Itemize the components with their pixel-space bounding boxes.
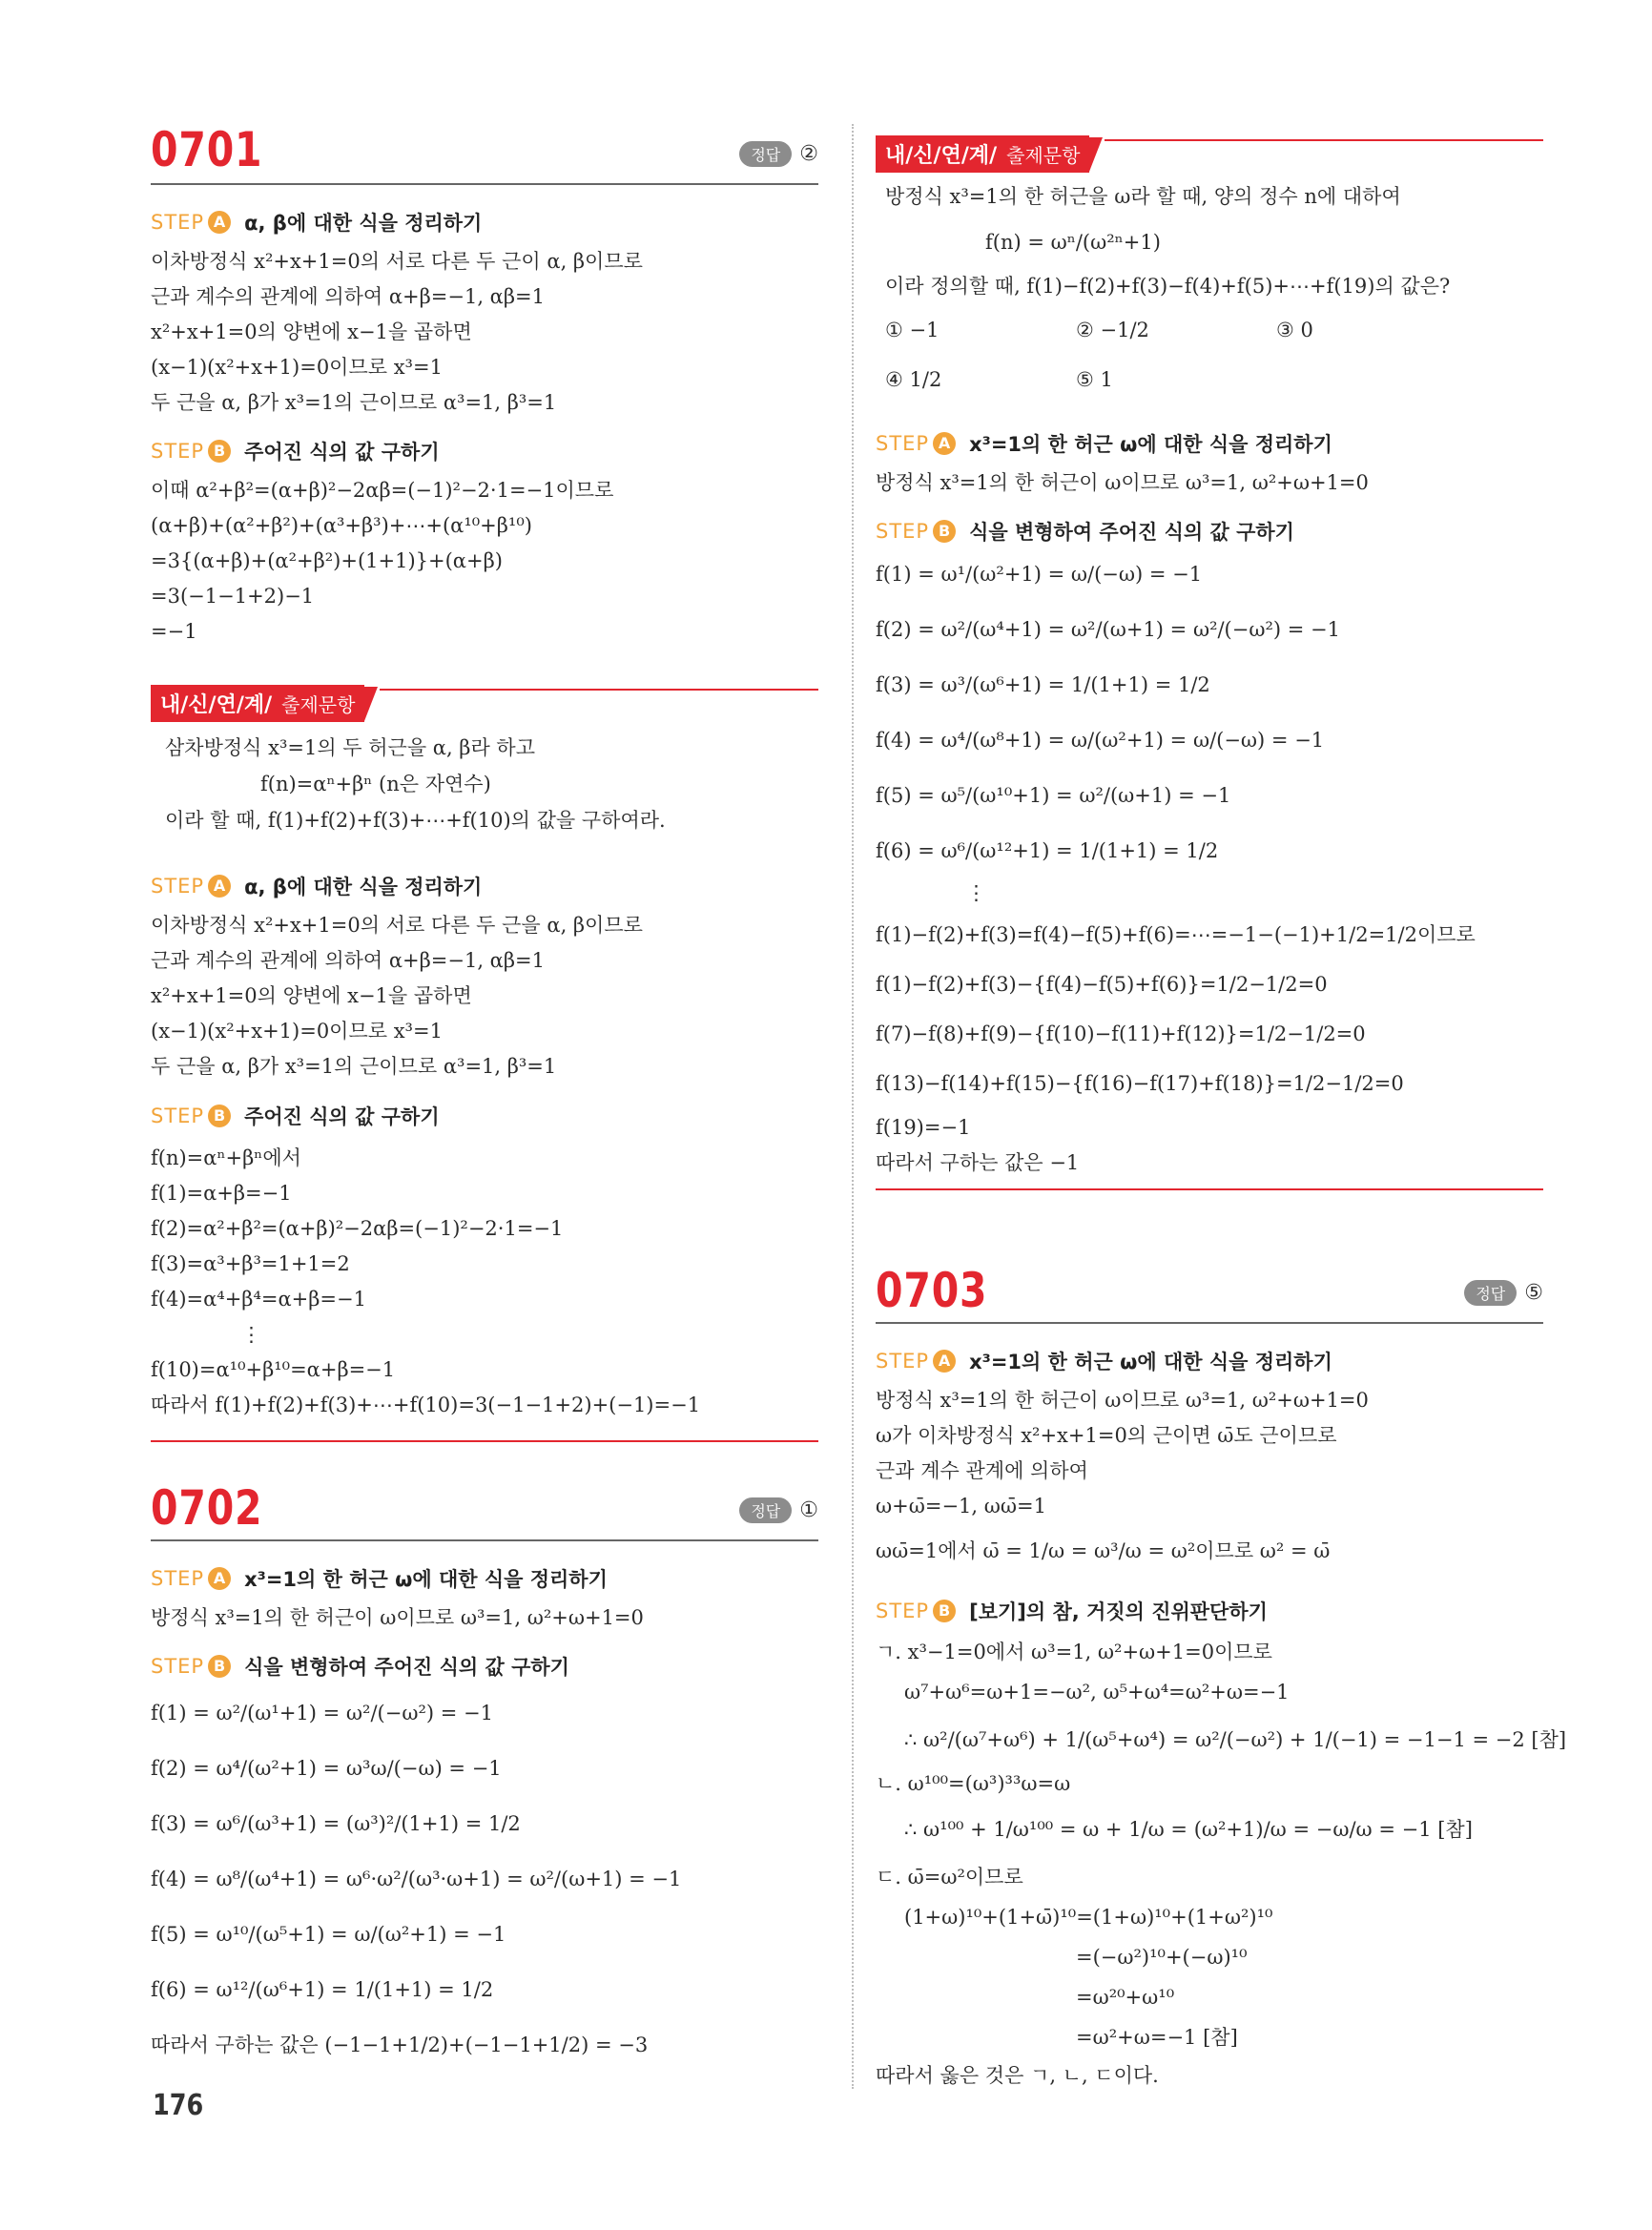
step-b-heading: STEP B 식을 변형하여 주어진 식의 값 구하기 [151, 1655, 569, 1679]
choice-2: ② −1/2 [1076, 319, 1149, 341]
text-line: 따라서 옳은 것은 ㄱ, ㄴ, ㄷ이다. [876, 2064, 1159, 2087]
related-step-b-heading: STEP B 주어진 식의 값 구하기 [151, 1105, 440, 1128]
text-line: f(7)−f(8)+f(9)−{f(10)−f(11)+f(12)}=1/2−1/2=0 [876, 1022, 1366, 1045]
tag-rule [1105, 139, 1543, 141]
related-question-tag: 내/신/연/계/ 출제문항 [151, 685, 378, 722]
vdots: ⋮ [241, 1323, 261, 1346]
header-rule [151, 1539, 818, 1541]
question-line: 방정식 x³=1의 한 허근을 ω라 할 때, 양의 정수 n에 대하여 [885, 185, 1401, 208]
text-line: 이차방정식 x²+x+1=0의 서로 다른 두 근이 α, β이므로 [151, 250, 643, 273]
text-line: f(13)−f(14)+f(15)−{f(16)−f(17)+f(18)}=1/2−1/2=0 [876, 1072, 1404, 1095]
step-b-badge: B [208, 440, 231, 463]
step-b-heading: STEP B 주어진 식의 값 구하기 [151, 440, 440, 464]
text-line: f(3)=α³+β³=1+1=2 [151, 1252, 350, 1275]
equation-line: f(3) = ω³/(ω⁶+1) = 1/(1+1) = 1/2 [876, 673, 1210, 696]
answer-badge: 정답 [739, 1497, 792, 1523]
step-a-badge: A [208, 211, 231, 234]
text-line: 이때 α²+β²=(α+β)²−2αβ=(−1)²−2·1=−1이므로 [151, 479, 614, 502]
answer-badge: 정답 [739, 141, 792, 167]
answer-0701 [739, 141, 818, 167]
text-line: 방정식 x³=1의 한 허근이 ω이므로 ω³=1, ω²+ω+1=0 [151, 1606, 644, 1629]
text-line: 두 근을 α, β가 x³=1의 근이므로 α³=1, β³=1 [151, 1055, 557, 1078]
related-step-a-heading: STEP A α, β에 대한 식을 정리하기 [151, 875, 483, 898]
question-line: f(n) = ωⁿ/(ω²ⁿ+1) [985, 231, 1161, 254]
text-line: f(10)=α¹⁰+β¹⁰=α+β=−1 [151, 1358, 396, 1381]
column-divider [852, 124, 854, 2089]
section-end-rule [151, 1440, 818, 1442]
equation-line: f(1) = ω²/(ω¹+1) = ω²/(−ω²) = −1 [151, 1702, 493, 1724]
step-b-heading: STEP B 식을 변형하여 주어진 식의 값 구하기 [876, 520, 1294, 544]
equation-line: f(1) = ω¹/(ω²+1) = ω/(−ω) = −1 [876, 563, 1203, 586]
answer-badge: 정답 [1464, 1280, 1517, 1306]
text-line: f(19)=−1 [876, 1116, 971, 1139]
text-line: =(−ω²)¹⁰+(−ω)¹⁰ [1076, 1946, 1248, 1969]
choice-4: ④ 1/2 [885, 368, 942, 391]
question-line: f(n)=αⁿ+βⁿ (n은 자연수) [260, 773, 491, 795]
step-a-heading: STEP A x³=1의 한 허근 ω에 대한 식을 정리하기 [876, 1350, 1332, 1373]
step-a-heading: STEP A x³=1의 한 허근 ω에 대한 식을 정리하기 [876, 432, 1332, 456]
vdots: ⋮ [966, 881, 986, 904]
text-line: ωω̄=1에서 ω̄ = 1/ω = ω³/ω = ω²이므로 ω² = ω̄ [876, 1539, 1331, 1562]
text-line: 이차방정식 x²+x+1=0의 서로 다른 두 근을 α, β이므로 [151, 914, 643, 937]
answer-value: ② [799, 142, 818, 166]
equation-line: f(2) = ω⁴/(ω²+1) = ω³ω/(−ω) = −1 [151, 1757, 502, 1780]
text-line: f(2)=α²+β²=(α+β)²−2αβ=(−1)²−2·1=−1 [151, 1217, 564, 1240]
section-end-rule [876, 1188, 1543, 1190]
text-line: ㄱ. x³−1=0에서 ω³=1, ω²+ω+1=0이므로 [876, 1641, 1272, 1663]
text-line: ω+ω̄=−1, ωω̄=1 [876, 1495, 1046, 1518]
step-a-heading: STEP A α, β에 대한 식을 정리하기 [151, 211, 483, 235]
equation-line: f(4) = ω⁴/(ω⁸+1) = ω/(ω²+1) = ω/(−ω) = −1 [876, 729, 1325, 752]
text-line: =ω²+ω=−1 [참] [1076, 2026, 1238, 2049]
header-rule [876, 1322, 1543, 1324]
text-line: f(1)−f(2)+f(3)=f(4)−f(5)+f(6)=⋯=−1−(−1)+1/2=1/2이므로 [876, 923, 1476, 946]
text-line: 방정식 x³=1의 한 허근이 ω이므로 ω³=1, ω²+ω+1=0 [876, 471, 1369, 494]
text-line: (α+β)+(α²+β²)+(α³+β³)+⋯+(α¹⁰+β¹⁰) [151, 514, 532, 537]
answer-value: ① [799, 1498, 818, 1522]
problem-number-0701: 0701 [151, 122, 263, 177]
text-line: =3(−1−1+2)−1 [151, 585, 315, 608]
text-line: (x−1)(x²+x+1)=0이므로 x³=1 [151, 356, 443, 379]
text-line: =3{(α+β)+(α²+β²)+(1+1)}+(α+β) [151, 549, 503, 572]
page-number: 176 [153, 2089, 204, 2122]
question-line: 이라 정의할 때, f(1)−f(2)+f(3)−f(4)+f(5)+⋯+f(19)의 값은? [885, 275, 1451, 298]
problem-number-0703: 0703 [876, 1263, 988, 1318]
equation-line: f(5) = ω¹⁰/(ω⁵+1) = ω/(ω²+1) = −1 [151, 1923, 506, 1946]
text-line: 두 근을 α, β가 x³=1의 근이므로 α³=1, β³=1 [151, 391, 557, 414]
step-a-heading: STEP A x³=1의 한 허근 ω에 대한 식을 정리하기 [151, 1567, 608, 1591]
problem-number-0702: 0702 [151, 1480, 263, 1536]
text-line: ω⁷+ω⁶=ω+1=−ω², ω⁵+ω⁴=ω²+ω=−1 [904, 1681, 1290, 1703]
text-line: f(n)=αⁿ+βⁿ에서 [151, 1146, 301, 1169]
answer-0702 [739, 1497, 818, 1523]
equation-line: f(2) = ω²/(ω⁴+1) = ω²/(ω+1) = ω²/(−ω²) = −1 [876, 618, 1340, 641]
answer-value: ⑤ [1524, 1281, 1543, 1305]
text-line: 방정식 x³=1의 한 허근이 ω이므로 ω³=1, ω²+ω+1=0 [876, 1389, 1369, 1412]
text-line: 근과 계수의 관계에 의하여 α+β=−1, αβ=1 [151, 285, 545, 308]
text-line: x²+x+1=0의 양변에 x−1을 곱하면 [151, 320, 472, 343]
text-line: 근과 계수 관계에 의하여 [876, 1459, 1088, 1482]
related-question-tag: 내/신/연/계/ 출제문항 [876, 135, 1103, 173]
step-b-heading: STEP B [보기]의 참, 거짓의 진위판단하기 [876, 1600, 1268, 1623]
text-line: 따라서 f(1)+f(2)+f(3)+⋯+f(10)=3(−1−1+2)+(−1)=−1 [151, 1394, 701, 1416]
text-line: 따라서 구하는 값은 (−1−1+1/2)+(−1−1+1/2) = −3 [151, 2034, 649, 2056]
text-line: 따라서 구하는 값은 −1 [876, 1151, 1080, 1174]
text-line: f(1)−f(2)+f(3)−{f(4)−f(5)+f(6)}=1/2−1/2=0 [876, 973, 1328, 996]
question-line: 이라 할 때, f(1)+f(2)+f(3)+⋯+f(10)의 값을 구하여라. [165, 809, 666, 832]
equation-line: ∴ ω²/(ω⁷+ω⁶) + 1/(ω⁵+ω⁴) = ω²/(−ω²) + 1/(−1) = −1−1 = −2 [참] [904, 1728, 1567, 1751]
text-line: x²+x+1=0의 양변에 x−1을 곱하면 [151, 984, 472, 1007]
equation-line: f(4) = ω⁸/(ω⁴+1) = ω⁶·ω²/(ω³·ω+1) = ω²/(ω+1) = −1 [151, 1868, 682, 1890]
text-line: ㄷ. ω̄=ω²이므로 [876, 1866, 1023, 1889]
text-line: ㄴ. ω¹⁰⁰=(ω³)³³ω=ω [876, 1772, 1071, 1795]
equation-line: f(6) = ω¹²/(ω⁶+1) = 1/(1+1) = 1/2 [151, 1978, 494, 2001]
answer-0703 [1464, 1280, 1543, 1306]
text-line: (x−1)(x²+x+1)=0이므로 x³=1 [151, 1020, 443, 1043]
text-line: 근과 계수의 관계에 의하여 α+β=−1, αβ=1 [151, 949, 545, 972]
header-rule [151, 183, 818, 185]
tag-rule [380, 689, 818, 691]
equation-line: f(6) = ω⁶/(ω¹²+1) = 1/(1+1) = 1/2 [876, 839, 1219, 862]
choice-5: ⑤ 1 [1076, 368, 1113, 391]
text-line: =ω²⁰+ω¹⁰ [1076, 1986, 1175, 2009]
text-line: ω가 이차방정식 x²+x+1=0의 근이면 ω̄도 근이므로 [876, 1424, 1337, 1447]
equation-line: f(5) = ω⁵/(ω¹⁰+1) = ω²/(ω+1) = −1 [876, 784, 1231, 807]
text-line: f(1)=α+β=−1 [151, 1182, 292, 1205]
equation-line: ∴ ω¹⁰⁰ + 1/ω¹⁰⁰ = ω + 1/ω = (ω²+1)/ω = −ω/ω = −1 [참] [904, 1818, 1473, 1841]
text-line: (1+ω)¹⁰+(1+ω̄)¹⁰=(1+ω)¹⁰+(1+ω²)¹⁰ [904, 1906, 1273, 1929]
choice-1: ① −1 [885, 319, 940, 341]
choice-3: ③ 0 [1276, 319, 1313, 341]
text-line: f(4)=α⁴+β⁴=α+β=−1 [151, 1288, 366, 1311]
text-line: =−1 [151, 620, 197, 643]
equation-line: f(3) = ω⁶/(ω³+1) = (ω³)²/(1+1) = 1/2 [151, 1812, 521, 1835]
question-line: 삼차방정식 x³=1의 두 허근을 α, β라 하고 [165, 736, 535, 759]
